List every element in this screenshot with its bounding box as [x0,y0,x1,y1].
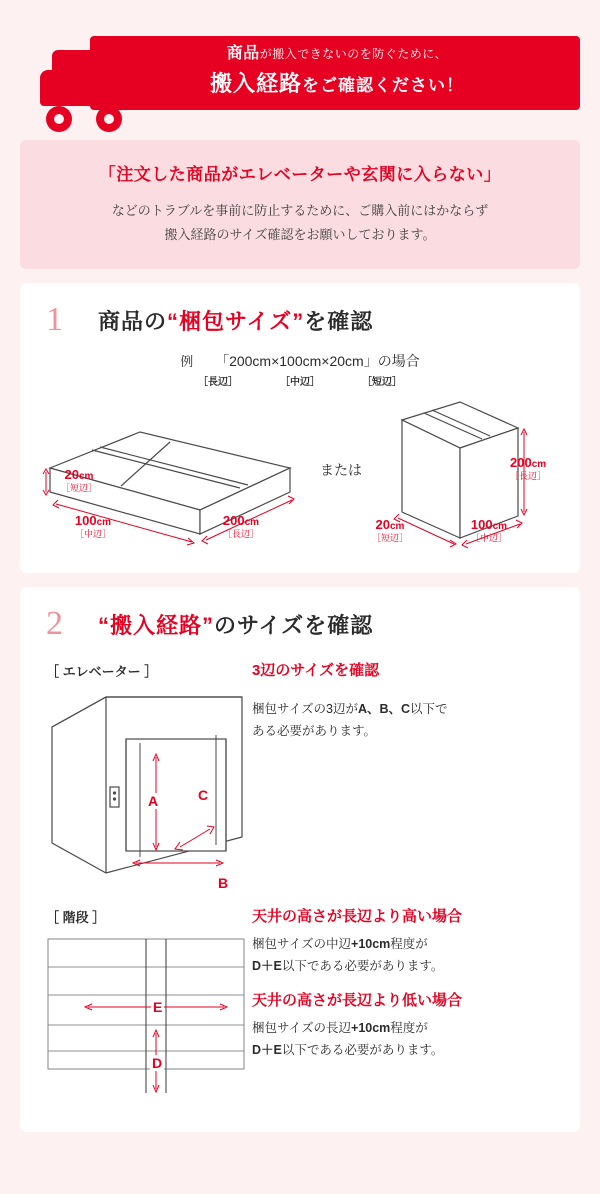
step1-example: 例 「200cm×100cm×20cm」の場合 [180,353,420,370]
intro-body: などのトラブルを事前に防止するために、ご購入前にはかならず 搬入経路のサイズ確認をお願いしております。 [111,203,489,243]
or-text: または [320,462,362,479]
stairs-dim-e: E [153,999,163,1016]
intro-quote: 「注文した商品がエレベーターや玄関に入らない」 [98,165,502,184]
tallbox-short-label: 20cm ［短辺］ [371,517,408,544]
flatbox-long-label: 200cm ［長辺］ [222,513,260,540]
step2-header [20,587,580,641]
step1-title: 商品の“梱包サイズ”を確認 [98,308,374,334]
stairs-dim-d: D [152,1055,163,1072]
step1-number: 1 [46,301,63,339]
step1-header [20,283,580,337]
flatbox-mid-label: 100cm ［中辺］ [74,513,112,540]
elevator-description: 梱包サイズの3辺がA、B、C以下で ある必要があります。 [252,702,448,738]
step2-number: 2 [46,605,63,643]
elevator-label: ［ エレベーター ］ [46,664,158,680]
tallbox-mid-label: 100cm ［中辺］ [470,517,508,544]
stairs-case1-heading: 天井の高さが長辺より高い場合 [252,908,463,926]
header-line-2: 搬入経路をご確認ください！ [209,71,464,96]
flatbox-short-label: 20cm ［短辺］ [60,467,97,494]
header-line-1: 商品が搬入できないのを防ぐために、 [226,45,448,62]
elevator-dim-b: B [218,875,229,892]
elevator-dim-c: C [198,787,209,804]
stairs-label: ［ 階段 ］ [46,910,106,926]
stairs-illustration [42,933,252,1108]
step1-side-labels: ［長辺］ ［中辺］ ［短辺］ [198,377,402,389]
page-root [0,14,600,1194]
step1-card [20,283,580,573]
header-text [100,40,574,98]
elevator-dim-a: A [148,793,159,810]
step1-diagram [20,388,580,568]
step2-card [20,587,580,1132]
stairs-case1: 天井の高さが長辺より高い場合 梱包サイズの中辺+10cm程度が D＋E以下である必要があります。 [252,905,562,978]
stairs-case2-heading: 天井の高さが長辺より低い場合 [252,992,463,1010]
tallbox-long-label: 200cm ［長辺］ [510,455,547,482]
header-banner [20,14,580,134]
stairs-case2: 天井の高さが長辺より低い場合 梱包サイズの長辺+10cm程度が D＋E以下である必要があります。 [252,989,562,1062]
elevator-heading: 3辺のサイズを確認 [252,662,380,680]
step2-title: “搬入経路”のサイズを確認 [98,612,374,638]
elevator-illustration [44,687,254,882]
intro-box [20,140,580,269]
